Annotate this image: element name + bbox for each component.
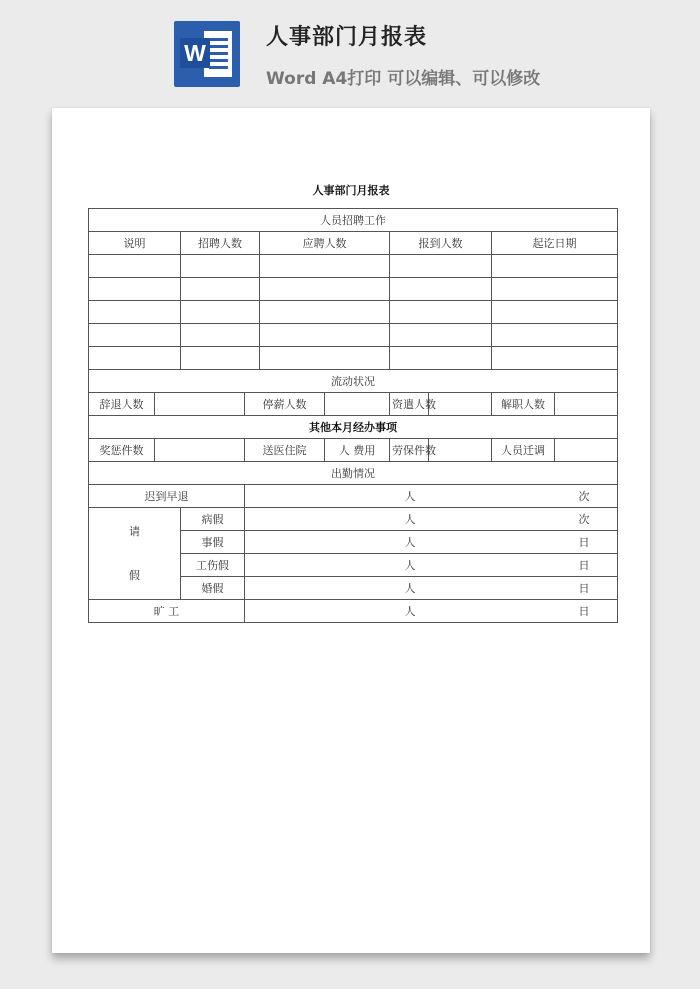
recruitment-row xyxy=(89,255,618,278)
input-cell[interactable] xyxy=(492,301,618,324)
unit-times: 次 xyxy=(578,513,590,526)
unit-days: 日 xyxy=(578,582,590,595)
input-cell[interactable] xyxy=(260,255,390,278)
label-leave-char-2: 假 xyxy=(129,568,140,582)
label-dismissed-count: 辞退人数 xyxy=(89,393,155,416)
attendance-section-row xyxy=(89,462,618,485)
input-cell[interactable] xyxy=(555,393,618,416)
input-cell[interactable] xyxy=(245,554,618,577)
other-row xyxy=(89,439,618,462)
input-cell[interactable] xyxy=(492,255,618,278)
input-cell[interactable] xyxy=(260,347,390,370)
attendance-row-sick-leave xyxy=(89,508,618,531)
input-cell[interactable] xyxy=(89,301,181,324)
input-cell[interactable] xyxy=(260,324,390,347)
unit-person: 人 xyxy=(404,605,416,618)
column-header-date-range: 起讫日期 xyxy=(492,232,618,255)
column-header-description: 说明 xyxy=(89,232,181,255)
input-cell[interactable] xyxy=(181,301,260,324)
input-cell[interactable] xyxy=(429,439,492,462)
input-cell[interactable] xyxy=(89,278,181,301)
other-section-row xyxy=(89,416,618,439)
column-header-hiring-count: 招聘人数 xyxy=(181,232,260,255)
unit-times: 次 xyxy=(578,490,590,503)
recruitment-row xyxy=(89,347,618,370)
input-cell[interactable] xyxy=(89,324,181,347)
input-cell[interactable] xyxy=(245,600,618,623)
input-cell[interactable] xyxy=(492,324,618,347)
label-leave-char-1: 请 xyxy=(129,524,140,538)
header xyxy=(0,0,700,108)
recruitment-row xyxy=(89,301,618,324)
input-cell[interactable] xyxy=(89,255,181,278)
label-late-early: 迟到早退 xyxy=(89,485,245,508)
input-cell[interactable] xyxy=(390,324,492,347)
document-page xyxy=(52,108,650,953)
input-cell[interactable] xyxy=(181,255,260,278)
input-cell[interactable] xyxy=(260,301,390,324)
recruitment-header-row xyxy=(89,232,618,255)
unit-days: 日 xyxy=(578,536,590,549)
input-cell[interactable] xyxy=(181,347,260,370)
form-title: 人事部门月报表 xyxy=(312,184,390,197)
label-hospitalized: 送医住院 xyxy=(245,439,325,462)
unit-person: 人 xyxy=(404,513,416,526)
input-cell[interactable] xyxy=(555,439,618,462)
recruitment-row xyxy=(89,324,618,347)
word-document-icon xyxy=(174,21,240,87)
document-subtitle: Word A4打印 可以编辑、可以修改 xyxy=(266,69,541,89)
document-title: 人事部门月报表 xyxy=(266,25,428,50)
section-title-recruitment: 人员招聘工作 xyxy=(89,209,618,232)
label-personal-leave: 事假 xyxy=(181,531,245,554)
unit-days: 日 xyxy=(578,559,590,572)
section-title-attendance: 出勤情况 xyxy=(89,462,618,485)
input-cell[interactable] xyxy=(155,393,245,416)
label-leave xyxy=(89,508,181,600)
unit-person: 人 xyxy=(404,582,416,595)
label-severance-count: 资遣人数 xyxy=(390,393,429,416)
input-cell[interactable] xyxy=(260,278,390,301)
unit-person: 人 xyxy=(404,536,416,549)
column-header-applicant-count: 应聘人数 xyxy=(260,232,390,255)
input-cell[interactable] xyxy=(429,393,492,416)
input-cell[interactable] xyxy=(390,301,492,324)
recruitment-row xyxy=(89,278,618,301)
recruitment-section-row xyxy=(89,209,618,232)
input-cell[interactable] xyxy=(390,347,492,370)
input-cell[interactable] xyxy=(325,393,390,416)
input-cell[interactable] xyxy=(245,577,618,600)
unit-days: 日 xyxy=(578,605,590,618)
label-marriage-leave: 婚假 xyxy=(181,577,245,600)
input-cell[interactable] xyxy=(390,255,492,278)
input-cell[interactable] xyxy=(89,347,181,370)
unit-person: 人 xyxy=(404,490,416,503)
label-absent: 旷 工 xyxy=(89,600,245,623)
column-header-reported-count: 报到人数 xyxy=(390,232,492,255)
label-discharged-count: 解职人数 xyxy=(492,393,555,416)
input-cell[interactable] xyxy=(390,278,492,301)
input-cell[interactable] xyxy=(492,278,618,301)
unit-person: 人 xyxy=(404,559,416,572)
input-cell[interactable] xyxy=(181,278,260,301)
attendance-row-late xyxy=(89,485,618,508)
input-cell[interactable] xyxy=(245,531,618,554)
label-person-expense: 人 费用 xyxy=(325,439,390,462)
word-icon-letter: W xyxy=(180,38,210,68)
label-staff-transfer: 人员迁调 xyxy=(492,439,555,462)
input-cell[interactable] xyxy=(155,439,245,462)
input-cell[interactable] xyxy=(245,508,618,531)
label-reward-penalty-count: 奖惩件数 xyxy=(89,439,155,462)
flow-row xyxy=(89,393,618,416)
flow-section-row xyxy=(89,370,618,393)
input-cell[interactable] xyxy=(181,324,260,347)
section-title-flow: 流动状况 xyxy=(89,370,618,393)
monthly-report-table xyxy=(88,208,618,623)
section-title-other: 其他本月经办事项 xyxy=(89,416,618,439)
input-cell[interactable] xyxy=(492,347,618,370)
input-cell[interactable] xyxy=(245,485,618,508)
label-suspended-pay-count: 停薪人数 xyxy=(245,393,325,416)
label-injury-leave: 工伤假 xyxy=(181,554,245,577)
label-labor-insurance-count: 劳保件数 xyxy=(390,439,429,462)
label-sick-leave: 病假 xyxy=(181,508,245,531)
attendance-row-absent xyxy=(89,600,618,623)
